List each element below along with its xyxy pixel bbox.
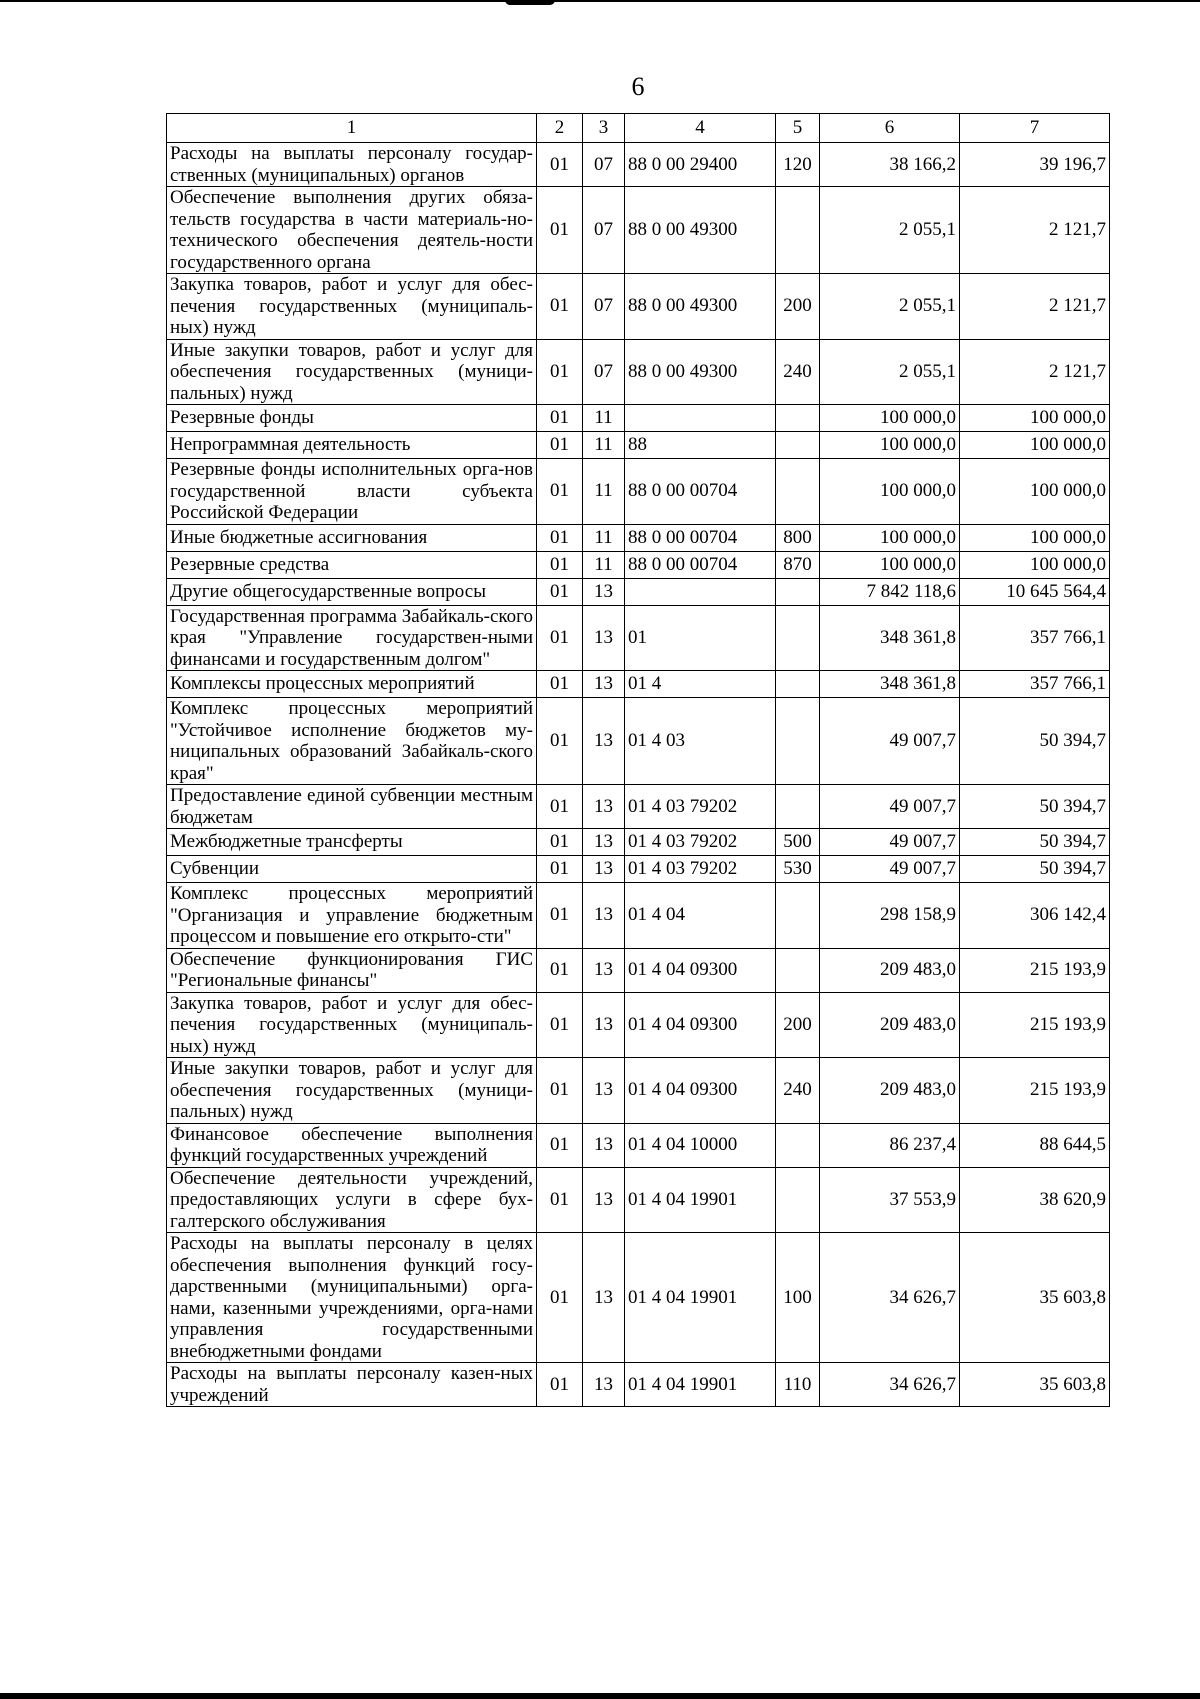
target-article-code (625, 578, 776, 605)
row-name: Резервные фонды исполнительных орга-нов государственной власти субъекта Российской Федерации (167, 459, 537, 525)
expense-type-code (776, 1167, 820, 1233)
section-code: 01 (537, 187, 583, 274)
expense-type-code: 240 (776, 339, 820, 405)
section-code: 01 (537, 829, 583, 856)
row-name: Резервные фонды (167, 405, 537, 432)
amount-col-6: 100 000,0 (820, 432, 960, 459)
subsection-code: 11 (583, 524, 625, 551)
amount-col-6: 2 055,1 (820, 274, 960, 340)
target-article-code: 01 4 04 09300 (625, 1058, 776, 1124)
col-header-2: 2 (537, 114, 583, 143)
row-name: Комплекс процессных мероприятий "Устойчивое исполнение бюджетов му-ниципальных образований Забайкаль-ского края" (167, 698, 537, 785)
amount-col-7: 306 142,4 (960, 883, 1110, 949)
table-row (167, 405, 1110, 432)
section-code: 01 (537, 1123, 583, 1167)
subsection-code: 07 (583, 187, 625, 274)
amount-col-6: 100 000,0 (820, 459, 960, 525)
row-name: Резервные средства (167, 551, 537, 578)
target-article-code: 01 4 03 79202 (625, 829, 776, 856)
subsection-code: 13 (583, 1123, 625, 1167)
subsection-code: 07 (583, 274, 625, 340)
amount-col-7: 35 603,8 (960, 1233, 1110, 1363)
subsection-code: 11 (583, 405, 625, 432)
amount-col-6: 100 000,0 (820, 551, 960, 578)
expense-type-code (776, 1123, 820, 1167)
expense-type-code: 110 (776, 1363, 820, 1407)
target-article-code: 01 4 03 (625, 698, 776, 785)
amount-col-7: 50 394,7 (960, 856, 1110, 883)
row-name: Государственная программа Забайкаль-ского края "Управление государствен-ными финансами и государственным долгом" (167, 605, 537, 671)
table-row (167, 698, 1110, 785)
expense-type-code (776, 432, 820, 459)
section-code: 01 (537, 1058, 583, 1124)
row-name: Субвенции (167, 856, 537, 883)
subsection-code: 11 (583, 459, 625, 525)
section-code: 01 (537, 671, 583, 698)
target-article-code: 88 0 00 00704 (625, 524, 776, 551)
section-code: 01 (537, 405, 583, 432)
expense-type-code (776, 883, 820, 949)
target-article-code: 01 4 04 10000 (625, 1123, 776, 1167)
amount-col-6: 209 483,0 (820, 992, 960, 1058)
section-code: 01 (537, 143, 583, 187)
amount-col-7: 39 196,7 (960, 143, 1110, 187)
table-row (167, 1058, 1110, 1124)
amount-col-7: 2 121,7 (960, 274, 1110, 340)
amount-col-7: 10 645 564,4 (960, 578, 1110, 605)
table-row (167, 605, 1110, 671)
amount-col-6: 2 055,1 (820, 187, 960, 274)
expense-type-code (776, 578, 820, 605)
table-body (167, 143, 1110, 1407)
target-article-code: 01 (625, 605, 776, 671)
row-name: Иные закупки товаров, работ и услуг для обеспечения государственных (муници-пальных) нужд (167, 1058, 537, 1124)
subsection-code: 07 (583, 339, 625, 405)
section-code: 01 (537, 883, 583, 949)
section-code: 01 (537, 524, 583, 551)
col-header-1: 1 (167, 114, 537, 143)
col-header-6: 6 (820, 114, 960, 143)
target-article-code: 88 0 00 00704 (625, 459, 776, 525)
amount-col-7: 50 394,7 (960, 829, 1110, 856)
table-row (167, 551, 1110, 578)
table-row (167, 829, 1110, 856)
table-row (167, 785, 1110, 829)
row-name: Финансовое обеспечение выполнения функций государственных учреждений (167, 1123, 537, 1167)
subsection-code: 13 (583, 1363, 625, 1407)
expense-type-code: 120 (776, 143, 820, 187)
binding-mark (505, 0, 555, 5)
amount-col-6: 49 007,7 (820, 856, 960, 883)
table-row (167, 1363, 1110, 1407)
amount-col-7: 215 193,9 (960, 992, 1110, 1058)
table-row (167, 524, 1110, 551)
row-name: Обеспечение выполнения других обяза-тельств государства в части материаль-но-технического обеспечения деятель-ности государственного органа (167, 187, 537, 274)
expense-type-code: 100 (776, 1233, 820, 1363)
table-row (167, 339, 1110, 405)
amount-col-6: 7 842 118,6 (820, 578, 960, 605)
subsection-code: 13 (583, 671, 625, 698)
amount-col-7: 2 121,7 (960, 187, 1110, 274)
expense-type-code: 200 (776, 992, 820, 1058)
amount-col-7: 38 620,9 (960, 1167, 1110, 1233)
expense-type-code (776, 785, 820, 829)
amount-col-7: 357 766,1 (960, 671, 1110, 698)
amount-col-6: 209 483,0 (820, 1058, 960, 1124)
expense-type-code: 500 (776, 829, 820, 856)
amount-col-6: 2 055,1 (820, 339, 960, 405)
target-article-code: 88 0 00 29400 (625, 143, 776, 187)
section-code: 01 (537, 1233, 583, 1363)
target-article-code: 01 4 04 09300 (625, 992, 776, 1058)
section-code: 01 (537, 785, 583, 829)
target-article-code: 01 4 04 19901 (625, 1363, 776, 1407)
table-row (167, 856, 1110, 883)
row-name: Межбюджетные трансферты (167, 829, 537, 856)
expense-type-code: 870 (776, 551, 820, 578)
table-row (167, 459, 1110, 525)
row-name: Расходы на выплаты персоналу в целях обеспечения выполнения функций госу-дарственными (муниципальными) орга-нами, казенными учреждениями, орга-нами управления государственными внебюджетными фондами (167, 1233, 537, 1363)
subsection-code: 13 (583, 992, 625, 1058)
expense-type-code (776, 948, 820, 992)
subsection-code: 13 (583, 883, 625, 949)
row-name: Расходы на выплаты персоналу государ-ственных (муниципальных) органов (167, 143, 537, 187)
amount-col-7: 2 121,7 (960, 339, 1110, 405)
target-article-code (625, 405, 776, 432)
amount-col-6: 348 361,8 (820, 605, 960, 671)
amount-col-6: 49 007,7 (820, 785, 960, 829)
expense-type-code: 200 (776, 274, 820, 340)
expense-type-code (776, 405, 820, 432)
subsection-code: 13 (583, 1058, 625, 1124)
row-name: Закупка товаров, работ и услуг для обес-печения государственных (муниципаль-ных) нужд (167, 274, 537, 340)
target-article-code: 88 0 00 49300 (625, 274, 776, 340)
amount-col-7: 215 193,9 (960, 948, 1110, 992)
row-name: Непрограммная деятельность (167, 432, 537, 459)
amount-col-6: 34 626,7 (820, 1233, 960, 1363)
section-code: 01 (537, 948, 583, 992)
section-code: 01 (537, 339, 583, 405)
amount-col-7: 100 000,0 (960, 524, 1110, 551)
row-name: Расходы на выплаты персоналу казен-ных учреждений (167, 1363, 537, 1407)
row-name: Закупка товаров, работ и услуг для обес-печения государственных (муниципаль-ных) нужд (167, 992, 537, 1058)
header-row (167, 114, 1110, 143)
section-code: 01 (537, 432, 583, 459)
target-article-code: 01 4 (625, 671, 776, 698)
section-code: 01 (537, 459, 583, 525)
amount-col-6: 38 166,2 (820, 143, 960, 187)
col-header-7: 7 (960, 114, 1110, 143)
subsection-code: 13 (583, 605, 625, 671)
amount-col-6: 86 237,4 (820, 1123, 960, 1167)
row-name: Иные бюджетные ассигнования (167, 524, 537, 551)
amount-col-7: 50 394,7 (960, 698, 1110, 785)
target-article-code: 88 (625, 432, 776, 459)
target-article-code: 01 4 04 19901 (625, 1233, 776, 1363)
subsection-code: 13 (583, 829, 625, 856)
amount-col-6: 37 553,9 (820, 1167, 960, 1233)
table-row (167, 1167, 1110, 1233)
row-name: Обеспечение деятельности учреждений, предоставляющих услуги в сфере бух-галтерского обслуживания (167, 1167, 537, 1233)
amount-col-6: 49 007,7 (820, 698, 960, 785)
table-row (167, 143, 1110, 187)
subsection-code: 13 (583, 856, 625, 883)
expense-type-code (776, 671, 820, 698)
target-article-code: 01 4 04 09300 (625, 948, 776, 992)
table-row (167, 671, 1110, 698)
row-name: Комплексы процессных мероприятий (167, 671, 537, 698)
subsection-code: 13 (583, 578, 625, 605)
row-name: Другие общегосударственные вопросы (167, 578, 537, 605)
section-code: 01 (537, 274, 583, 340)
table-row (167, 1123, 1110, 1167)
target-article-code: 88 0 00 00704 (625, 551, 776, 578)
page-number: 6 (631, 72, 645, 101)
subsection-code: 13 (583, 1233, 625, 1363)
amount-col-6: 100 000,0 (820, 524, 960, 551)
section-code: 01 (537, 578, 583, 605)
subsection-code: 11 (583, 432, 625, 459)
amount-col-6: 348 361,8 (820, 671, 960, 698)
expense-type-code (776, 605, 820, 671)
subsection-code: 13 (583, 785, 625, 829)
amount-col-7: 215 193,9 (960, 1058, 1110, 1124)
section-code: 01 (537, 551, 583, 578)
table-row (167, 948, 1110, 992)
table-row (167, 432, 1110, 459)
subsection-code: 13 (583, 698, 625, 785)
section-code: 01 (537, 856, 583, 883)
target-article-code: 01 4 03 79202 (625, 856, 776, 883)
top-border (0, 0, 1200, 2)
expense-type-code: 240 (776, 1058, 820, 1124)
amount-col-6: 34 626,7 (820, 1363, 960, 1407)
row-name: Обеспечение функционирования ГИС "Региональные финансы" (167, 948, 537, 992)
row-name: Предоставление единой субвенции местным бюджетам (167, 785, 537, 829)
col-header-4: 4 (625, 114, 776, 143)
amount-col-7: 88 644,5 (960, 1123, 1110, 1167)
expense-type-code: 800 (776, 524, 820, 551)
budget-table (166, 113, 1110, 1407)
expense-type-code: 530 (776, 856, 820, 883)
amount-col-7: 100 000,0 (960, 432, 1110, 459)
section-code: 01 (537, 698, 583, 785)
amount-col-7: 100 000,0 (960, 459, 1110, 525)
subsection-code: 13 (583, 1167, 625, 1233)
expense-type-code (776, 698, 820, 785)
target-article-code: 01 4 04 (625, 883, 776, 949)
amount-col-6: 209 483,0 (820, 948, 960, 992)
amount-col-7: 357 766,1 (960, 605, 1110, 671)
col-header-5: 5 (776, 114, 820, 143)
section-code: 01 (537, 992, 583, 1058)
expense-type-code (776, 187, 820, 274)
amount-col-6: 100 000,0 (820, 405, 960, 432)
table-row (167, 883, 1110, 949)
section-code: 01 (537, 1167, 583, 1233)
table-row (167, 187, 1110, 274)
amount-col-7: 35 603,8 (960, 1363, 1110, 1407)
target-article-code: 01 4 03 79202 (625, 785, 776, 829)
subsection-code: 13 (583, 948, 625, 992)
section-code: 01 (537, 1363, 583, 1407)
amount-col-7: 100 000,0 (960, 551, 1110, 578)
amount-col-7: 50 394,7 (960, 785, 1110, 829)
row-name: Комплекс процессных мероприятий "Организация и управление бюджетным процессом и повышение его открыто-сти" (167, 883, 537, 949)
target-article-code: 88 0 00 49300 (625, 339, 776, 405)
table-row (167, 1233, 1110, 1363)
table-row (167, 578, 1110, 605)
subsection-code: 11 (583, 551, 625, 578)
col-header-3: 3 (583, 114, 625, 143)
amount-col-6: 49 007,7 (820, 829, 960, 856)
target-article-code: 01 4 04 19901 (625, 1167, 776, 1233)
row-name: Иные закупки товаров, работ и услуг для обеспечения государственных (муници-пальных) нужд (167, 339, 537, 405)
bottom-border (0, 1693, 1200, 1699)
target-article-code: 88 0 00 49300 (625, 187, 776, 274)
amount-col-6: 298 158,9 (820, 883, 960, 949)
table-row (167, 992, 1110, 1058)
table-row (167, 274, 1110, 340)
amount-col-7: 100 000,0 (960, 405, 1110, 432)
section-code: 01 (537, 605, 583, 671)
subsection-code: 07 (583, 143, 625, 187)
expense-type-code (776, 459, 820, 525)
